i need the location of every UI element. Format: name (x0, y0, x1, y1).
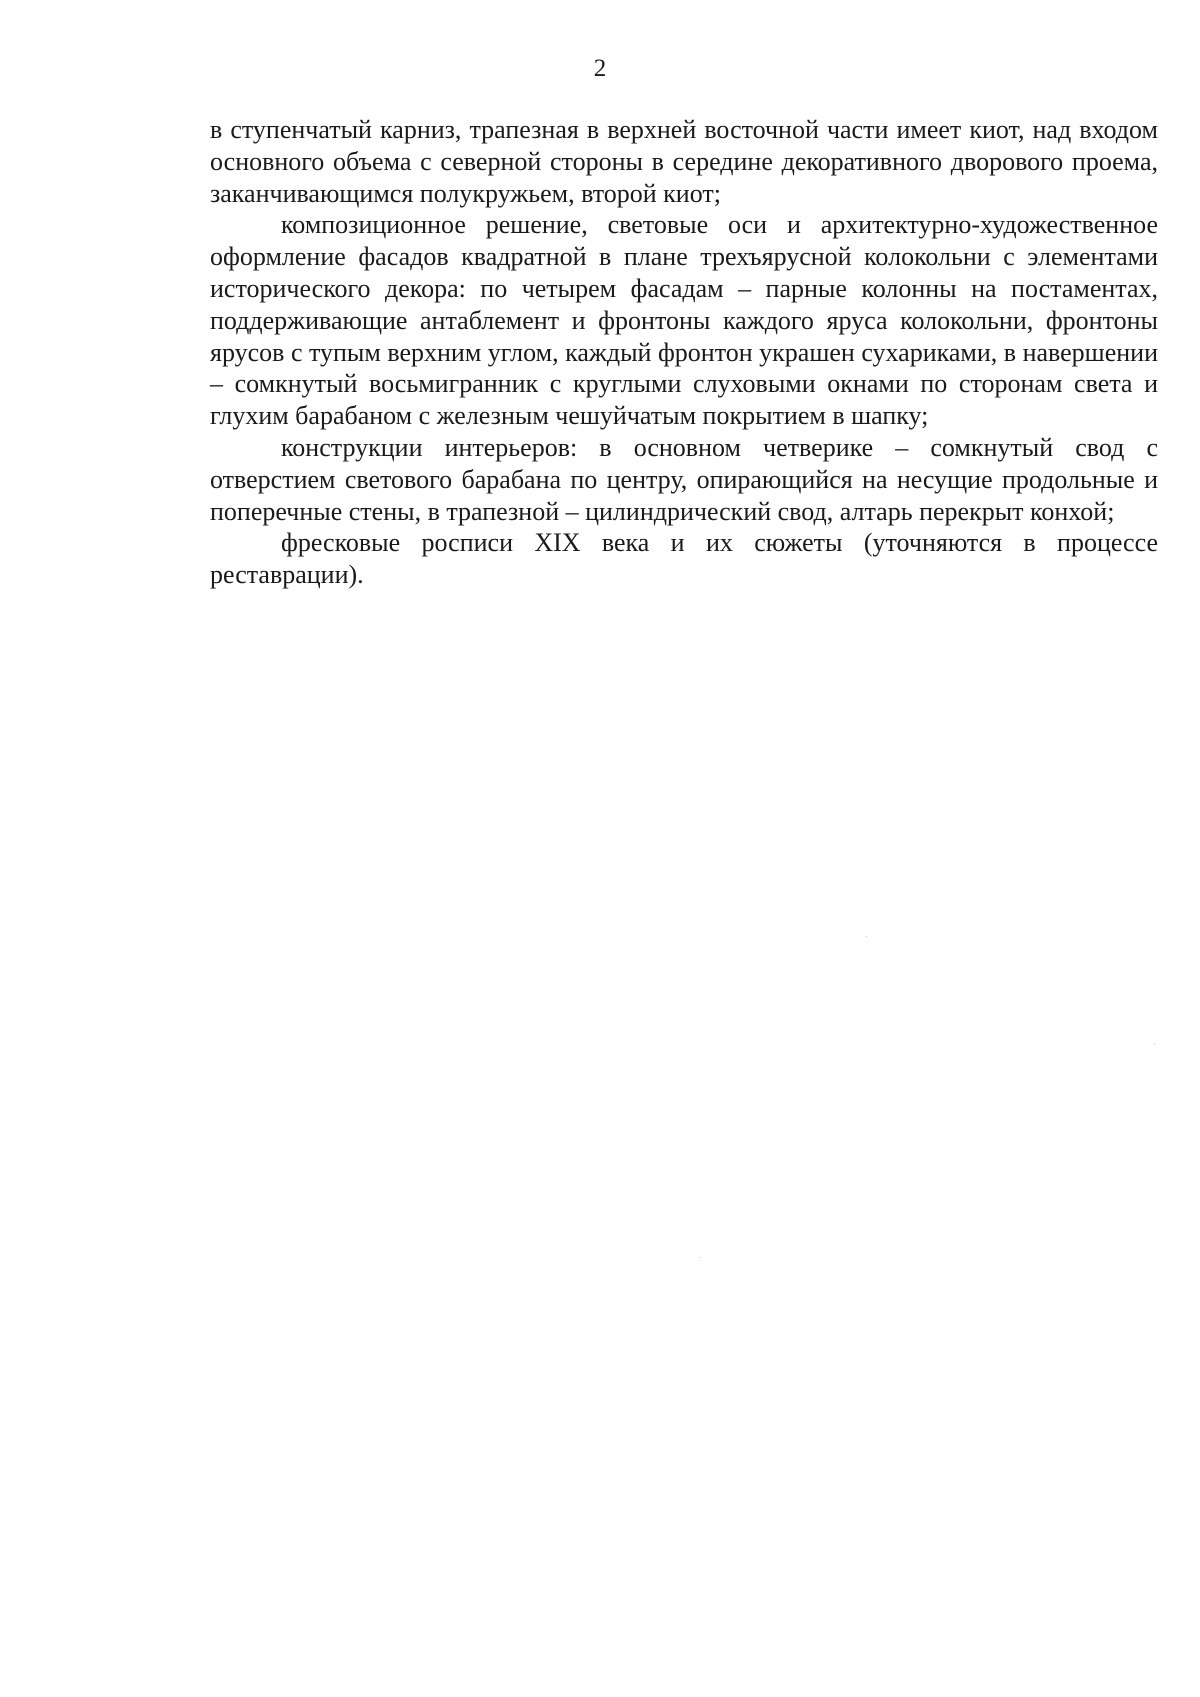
body-text (210, 114, 1158, 591)
paragraph-fresco-paintings: фресковые росписи XIX века и их сюжеты (уточняются в процессе реставрации). (210, 528, 1158, 590)
scan-speck (1154, 1043, 1155, 1044)
scan-speck (700, 1257, 701, 1258)
scan-speck (866, 936, 867, 937)
paragraph-cornice-and-kiots: в ступенчатый карниз, трапезная в верхней восточной части имеет киот, над входом основного объема с северной стороны в середине декоративного дворового проема, заканчивающимся полукружьем, второй киот; (210, 115, 1158, 208)
paragraph-bell-tower-facades: композиционное решение, световые оси и архитектурно-художественное оформление фасадов квадратной в плане трехъярусной колокольни с элементами исторического декора: по четырем фасадам – парные колонны на постаментах, поддерживающие антаблемент и фронтоны каждого яруса колокольни, фронтоны ярусов с тупым верхним углом, каждый фронтон украшен сухариками, в навершении – сомкнутый восьмигранник с круглыми слуховыми окнами по сторонам света и глухим барабаном с железным чешуйчатым покрытием в шапку; (210, 210, 1158, 431)
paragraph-interior-structures: конструкции интерьеров: в основном четверике – сомкнутый свод с отверстием светового барабана по центру, опирающийся на несущие продольные и поперечные стены, в трапезной – цилиндрический свод, алтарь перекрыт конхой; (210, 432, 1158, 526)
page-number: 2 (593, 55, 607, 82)
